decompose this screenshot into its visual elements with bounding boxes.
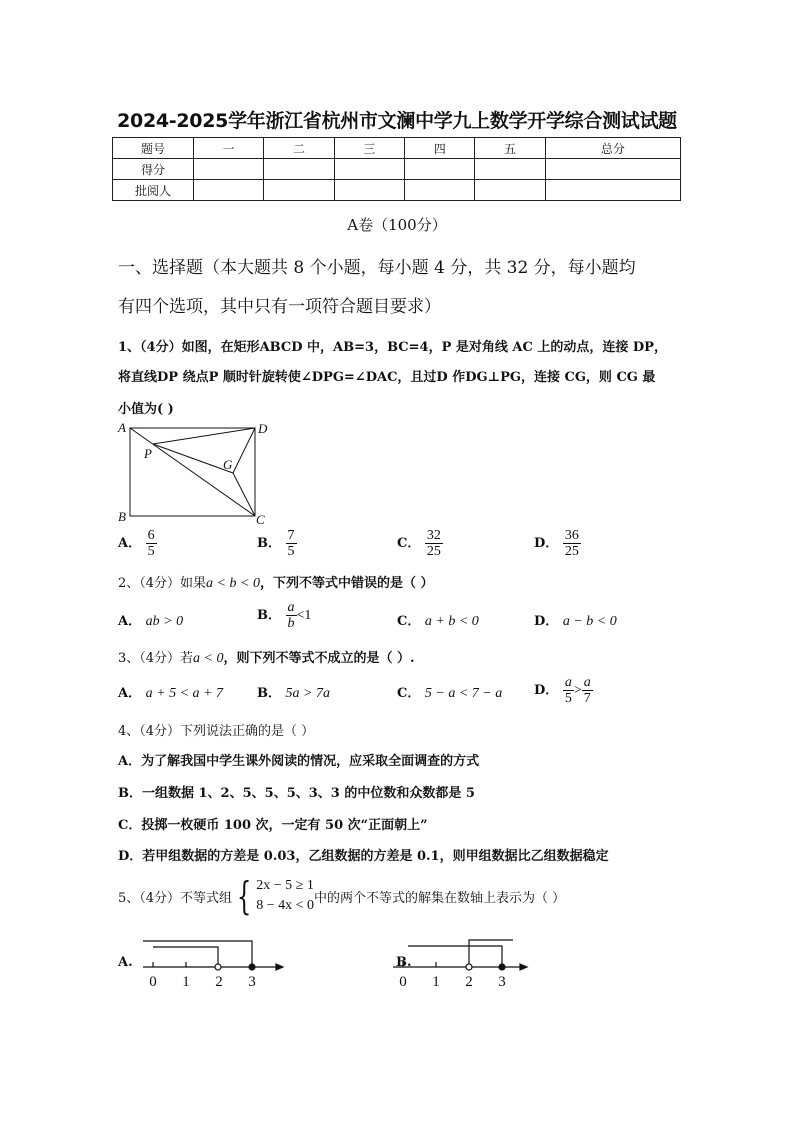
fraction <box>563 528 581 559</box>
option-letter: A． <box>118 614 142 629</box>
math-expression: a + b < 0 <box>424 614 479 629</box>
q3-option-b[interactable] <box>257 682 330 702</box>
table-row <box>113 180 681 201</box>
math-expression: a + 5 < a + 7 <box>145 686 223 701</box>
diagonal-ac <box>130 428 255 516</box>
q2-stem <box>118 572 433 592</box>
solution-bracket <box>469 940 513 964</box>
stem-text: 3、（4分）若 <box>118 651 194 666</box>
open-point <box>215 964 221 970</box>
option-letter: B． <box>257 608 281 623</box>
q4-option-b[interactable]: B．一组数据 1、2、5、5、5、3、3 的中位数和众数都是 5 <box>118 786 475 801</box>
q5-option-b-label[interactable]: B. <box>396 955 412 970</box>
section-a-heading: A卷（100分） <box>347 216 447 234</box>
q1-option-b[interactable] <box>257 528 297 559</box>
tick-label: 1 <box>182 974 190 990</box>
math-operator: > <box>573 683 582 698</box>
math-expression: a < 0 <box>193 651 224 666</box>
stem-text: 2、（4分）如果 <box>118 576 207 591</box>
fraction <box>146 528 157 559</box>
q3-option-a[interactable] <box>118 682 223 702</box>
q3-stem <box>118 647 415 667</box>
q4-stem: 4、（4分）下列说法正确的是（ ） <box>118 724 315 739</box>
label-g: G <box>223 457 233 472</box>
fraction <box>286 600 297 631</box>
q1-stem-line2: 将直线DP 绕点P 顺时针旋转使∠DPG=∠DAC，且过D 作DG⊥PG，连接 CG，则 CG 最 <box>118 370 656 385</box>
numerator: a <box>583 675 591 690</box>
arrow-icon <box>520 964 527 970</box>
fraction <box>425 528 443 559</box>
q1-option-c[interactable] <box>397 528 443 559</box>
arrow-icon <box>276 964 283 970</box>
table-cell: 得分 <box>113 159 194 180</box>
table-cell[interactable] <box>264 180 334 201</box>
table-header-row <box>113 138 681 159</box>
q5-stem <box>118 876 565 916</box>
inequality-2: 8 − 4x < 0 <box>256 898 315 913</box>
table-cell: 三 <box>334 138 404 159</box>
denominator: 7 <box>583 691 591 706</box>
segment-gc <box>233 473 255 516</box>
denominator: 5 <box>147 544 155 559</box>
table-cell[interactable] <box>194 180 264 201</box>
q2-option-b[interactable] <box>257 600 311 631</box>
q4-option-d[interactable]: D．若甲组数据的方差是 0.03，乙组数据的方差是 0.1，则甲组数据比乙组数据稳定 <box>118 849 609 864</box>
option-letter: D． <box>534 683 559 698</box>
math-expression: <1 <box>296 608 312 623</box>
table-cell[interactable] <box>545 180 680 201</box>
segment-dg <box>233 428 255 473</box>
q1-option-a[interactable] <box>118 528 157 559</box>
table-cell: 题号 <box>113 138 194 159</box>
math-expression: ab > 0 <box>145 614 184 629</box>
brace-symbol: { <box>236 874 252 918</box>
label-a: A <box>118 420 126 435</box>
math-expression: 5a > 7a <box>285 686 330 701</box>
fraction <box>582 675 593 706</box>
option-letter: C． <box>397 536 421 551</box>
part1-heading-cont: 有四个选项，其中只有一项符合题目要求） <box>118 297 441 317</box>
table-cell[interactable] <box>545 159 680 180</box>
q1-rectangle-figure <box>115 418 275 528</box>
q2-option-c[interactable] <box>397 610 479 630</box>
label-c: C <box>256 512 265 527</box>
tick-label: 2 <box>465 974 473 990</box>
solution-bracket <box>143 941 252 967</box>
score-table <box>112 137 681 201</box>
label-b: B <box>118 509 126 524</box>
tick-label: 0 <box>149 974 157 990</box>
table-cell[interactable] <box>264 159 334 180</box>
denominator: 25 <box>564 544 579 559</box>
option-letter: D． <box>534 614 559 629</box>
table-cell[interactable] <box>194 159 264 180</box>
math-expression: a − b < 0 <box>562 614 617 629</box>
segment-pd <box>153 428 255 444</box>
q4-option-c[interactable]: C．投掷一枚硬币 100 次，一定有 50 次“正面朝上” <box>118 818 428 833</box>
denominator: b <box>287 616 295 631</box>
q3-option-d[interactable] <box>534 675 593 706</box>
q1-stem-line1: 1、（4分）如图，在矩形ABCD 中，AB=3，BC=4，P 是对角线 AC 上的动点，连接 DP， <box>118 340 667 355</box>
numerator: 32 <box>426 528 441 543</box>
q5-option-a-label[interactable]: A. <box>118 955 133 970</box>
table-cell: 批阅人 <box>113 180 194 201</box>
table-cell: 总分 <box>545 138 680 159</box>
open-point <box>466 964 472 970</box>
closed-point <box>249 964 255 970</box>
inequality-system <box>232 876 314 916</box>
segment-pg <box>153 444 233 473</box>
solution-bracket <box>153 947 218 964</box>
q1-stem-line3: 小值为( ) <box>118 402 174 417</box>
inequality-1: 2x − 5 ≥ 1 <box>256 878 314 893</box>
option-letter: B． <box>257 536 281 551</box>
stem-text: 中的两个不等式的解集在数轴上表示为（ ） <box>314 890 566 906</box>
table-cell[interactable] <box>475 180 545 201</box>
q3-option-c[interactable] <box>397 682 502 702</box>
solution-bracket <box>408 946 502 967</box>
denominator: 5 <box>564 691 572 706</box>
part1-heading: 一、选择题（本大题共 8 个小题，每小题 4 分，共 32 分，每小题均 <box>118 258 636 278</box>
tick-label: 3 <box>498 974 506 990</box>
table-cell[interactable] <box>405 159 475 180</box>
numerator: 6 <box>147 528 155 543</box>
tick-label: 1 <box>432 974 440 990</box>
stem-text: ，则下列不等式不成立的是（ ）. <box>223 651 415 666</box>
denominator: 25 <box>426 544 441 559</box>
table-cell[interactable] <box>334 159 404 180</box>
table-cell[interactable] <box>334 180 404 201</box>
tick-label: 3 <box>248 974 256 990</box>
option-letter: B． <box>257 686 281 701</box>
numerator: 7 <box>287 528 295 543</box>
option-letter: A． <box>118 536 142 551</box>
table-cell: 一 <box>194 138 264 159</box>
numerator: a <box>564 675 572 690</box>
q1-option-d[interactable] <box>534 528 581 559</box>
stem-text: 5、（4分）不等式组 <box>118 890 233 906</box>
fraction <box>286 528 297 559</box>
closed-point <box>499 964 505 970</box>
page-title: 2024-2025学年浙江省杭州市文澜中学九上数学开学综合测试试题 <box>117 110 677 132</box>
q2-option-a[interactable] <box>118 610 183 630</box>
q2-option-d[interactable] <box>534 610 617 630</box>
math-expression: 5 − a < 7 − a <box>424 686 503 701</box>
tick-label: 2 <box>215 974 223 990</box>
table-cell: 五 <box>475 138 545 159</box>
table-cell[interactable] <box>405 180 475 201</box>
stem-text: ，下列不等式中错误的是（ ） <box>259 576 434 591</box>
numerator: a <box>287 600 295 615</box>
fraction <box>563 675 574 706</box>
q5-option-a-number-line[interactable] <box>140 935 290 995</box>
table-cell: 二 <box>264 138 334 159</box>
table-cell: 四 <box>405 138 475 159</box>
option-letter: C． <box>397 686 421 701</box>
denominator: 5 <box>287 544 295 559</box>
option-letter: C． <box>397 614 421 629</box>
label-p: P <box>144 446 152 461</box>
tick-label: 0 <box>399 974 407 990</box>
math-expression: a < b < 0 <box>206 576 260 591</box>
label-d: D <box>258 421 268 436</box>
table-row <box>113 159 681 180</box>
numerator: 36 <box>564 528 579 543</box>
option-letter: A． <box>118 686 142 701</box>
option-letter: D． <box>534 536 559 551</box>
q4-option-a[interactable]: A．为了解我国中学生课外阅读的情况，应采取全面调查的方式 <box>118 754 480 769</box>
table-cell[interactable] <box>475 159 545 180</box>
q5-option-b-number-line[interactable] <box>390 935 540 995</box>
